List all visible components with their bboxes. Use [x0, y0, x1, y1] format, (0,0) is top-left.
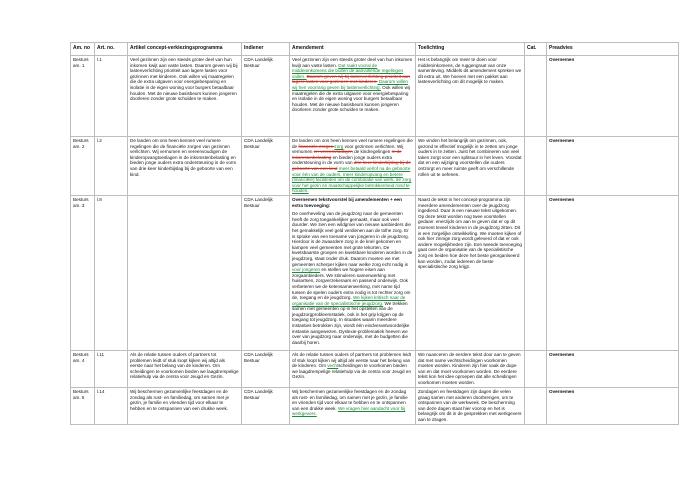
cell-toelichting: Het is belangrijk om meer te doen voor middeninkomens, de ruggengraat van onze samenleving. Middels dit amendement spreken we dit extra uit. We hoeven niet een pakket aan lastenverlichting om dit mogelijk te maken.: [416, 56, 525, 137]
amendment-table-page: [70, 42, 678, 425]
cell-cat: [525, 388, 547, 425]
cell-am-no: Besturs am. 1: [71, 56, 95, 137]
amendment-table: [70, 42, 679, 425]
inserted-text: Daarom willen wij hen voorrang geven bij lastenverlichting.: [292, 79, 408, 90]
col-header-indiener: Indiener: [242, 43, 290, 56]
cell-toelichting: We nuanceren de eerdere tekst door aan te geven dat met name vechtscheidingen voorkomen moeten worden. Kinderen zijn hier vaak de dupe van en dat moet voorkomen worden. De eerdere tekst kon het idee oproepen dat alle scheidingen voorkomen moeten worden.: [416, 351, 525, 388]
cell-am-no: Besturs am. 3: [71, 196, 95, 351]
deleted-text: Daarom geven wij bij lastenverlichting prioriteit aan lagere lasten voor gezinnen met kinderen.: [292, 73, 410, 85]
cell-indiener: CDA Landelijk Bestuur: [242, 137, 290, 196]
cell-preadvies: Overnemen: [547, 351, 679, 388]
cell-art-no: l.14: [95, 388, 128, 425]
amendment-text: De overheveling van de jeugdzorg naar de gemeenten heeft de zorg toegankelijker gemaakt, maar ook veel duurder. We zien een wildgroei van nieuwe aanbieders die het gemakkelijk veel geld verdienen aan de tolhe zorg. Er is sprake van een toename van jongeren in de jeugdzorg. Hierdoor is de zwaardere zorg in de knel gekomen en kampen veel gemeenten met grote tekorten. De kwetsbaarste groepen en kwetsbare kinderen worden in de jeugdzorg, staat onder druk. Daarom moeten we met gemeenten scherper kijken naar welke zorg echt nodig is: [292, 211, 413, 267]
amendment-text: Veel gezinnen zijn een steeds groter deel van hun inkomen kwijt aan vaste lasten.: [292, 57, 413, 68]
inserted-text: meer betaald verlof na de geboorte voor één van de ouders, meer kinderopvang en betere (financiële) faciliteiten om de combinatie van werk, de zorg voor het gezin en maatschappelijke betrokkenheid rond te houden.: [292, 165, 412, 194]
deleted-text: in de inkomstenbelasting: [292, 149, 402, 160]
cell-artikel: Wij beschermen gezamenlijke feestdagen en de zondag als rust- en familiedag, om samen met je gezin, je familie en vrienden tijd voor elkaar te hebben en te ontspannen van een drukke week.: [128, 388, 242, 425]
cell-art-no: l.8: [95, 196, 128, 351]
col-header-toelichting: Toelichting: [416, 43, 525, 56]
table-row: [71, 351, 679, 388]
col-header-art-no: Art. no.: [95, 43, 128, 56]
col-header-cat: Cat.: [525, 43, 547, 56]
cell-artikel: Veel gezinnen zijn een steeds groter deel van hun inkomen kwijt aan vaste lasten. Daarom geven wij bij lastenverlichting prioriteit aan lagere lasten voor gezinnen met kinderen. Ook willen wij maatregelen die de extra uitgaven voor energiebesparing en isolatie in de eigen woning voor burgers betaalbaar houden. Met de nieuwe basisbeurs kunnen jongeren doorleren zonder grote schulden te maken.: [128, 56, 242, 137]
cell-amendement: [290, 196, 416, 351]
cell-amendement: [290, 56, 416, 137]
cell-preadvies: Overnemen: [547, 196, 679, 351]
inserted-text: Dat raakt vooral de middeninkomens die buiten de aanvullende regelingen vallen.: [292, 62, 404, 79]
cell-artikel: De landen om ons heen kennen veel rumere regelingen die de financiële zorgen van gezinnen verlichten. Wij vernumen en vereenvoudigen de kinderopvangtoeslagen in de inkomstenbelasting en bieden jonge ouders extra ondersteuning in de vorm van drie keer kinderbijslag bij de geboorte van een kind.: [128, 137, 242, 196]
cell-preadvies: Overnemen: [547, 56, 679, 137]
amendment-text: en bieden jonge ouders extra ondersteuning in de vorm van: [292, 154, 393, 166]
amendment-text: We trekken samen met gemeenten op in het opstellen van de jeugdzorgprobleemstatiek, ook in het grip krijgen op de toegang tot jeugdzorg. In situaties waarin meerdere instanties betrokken zijn, wordt één eindverantwoordelijke instantie aangewezen. Dyslexie-problematiek heeven we over van jeugdzorg naar onderwijs, met de budgetten die daarbij horen.: [292, 300, 410, 345]
amendment-text: scheidingen te voorkomen bieden we laagdrempelige relatiehulp via de centra voor Jeugd en Gezin.: [292, 363, 412, 380]
inserted-text: We kijken kritisch naar de organisatie van de specialistische jeugdzorg.: [292, 295, 406, 306]
cell-indiener: CDA Landelijk Bestuur: [242, 56, 290, 137]
cell-preadvies: Overnemen: [547, 137, 679, 196]
cell-cat: [525, 137, 547, 196]
amendment-text: De landen om ons heen kennen veel rumere regelingen die de: [292, 138, 413, 149]
table-row: [71, 196, 679, 351]
cell-amendement: [290, 351, 416, 388]
amendment-text: voor gezinnen verlichten. Wij vernumen: [292, 143, 404, 155]
inserted-text: zorg: [334, 143, 344, 149]
amendment-text: de kindregelingen: [352, 149, 392, 155]
cell-am-no: Besturs am. 4: [71, 351, 95, 388]
cell-indiener: CDA Landelijk Bestuur: [242, 388, 290, 425]
amendement-title: Overnemen tekstvoorstel bij amendementen + een extra toevoeging:: [292, 197, 402, 208]
amendment-text: en stellen we hogere eisen aan zorgaanbieders. We stimuleren samenwerking met huisartsen, zorgverzekeraars en passend onderwijs. Ook verbeteren we de ketensamenwerking, met name tijd tussen de spelen ouders extra nodig is tot rechter zorg om de, toegang en de jeugdzorg.: [292, 267, 411, 301]
cell-cat: [525, 351, 547, 388]
inserted-text: We vragen hier aandacht voor bij werkgevers.: [292, 405, 406, 417]
col-header-artikel: Artikel concept-verkiezingsprogramma: [128, 43, 242, 56]
cell-toelichting: We vinden het belangrijk om gezinnen, ook, gezond te effectief mogelijk in te zetten om jonge ouders in te zetten. Juist het combineren van veel taken zorgt voor een splitsuur in het leven. Voordat dat en een wijziging voorstellen die ouders ontzorgt en meer ruimte geeft om verschillende rollen uit te oefenen.: [416, 137, 525, 196]
inserted-text: voor jongeren: [292, 267, 321, 273]
cell-am-no: Besturs am. 2: [71, 137, 95, 196]
cell-cat: [525, 196, 547, 351]
cell-indiener: CDA Landelijk Bestuur: [242, 196, 290, 351]
table-header-row: [71, 43, 679, 56]
deleted-text: financiële zorgen: [298, 143, 335, 149]
table-row: [71, 137, 679, 196]
cell-cat: [525, 56, 547, 137]
cell-art-no: l.1: [95, 56, 128, 137]
cell-artikel: Als de relatie tussen ouders of partners tot problemen leidt of stuk loopt kijken wij altijd als eerste naar het belang van de kinderen. Om scheidingen te voorkomen bieden we laagdrempelige relatiehulp via de centra voor Jeugd en Gezin.: [128, 351, 242, 388]
table-row: [71, 56, 679, 137]
deleted-text: en vereenvoudigen: [313, 149, 353, 155]
amendement-paragraph: [292, 211, 413, 345]
amendment-text: Wij beschermen gezamenlijke feestdagen en de zondag als rust- en familiedag, om samen met je gezin, je familie en vrienden tijd voor elkaar te hebben en te ontspannen van een drukke week.: [292, 389, 408, 411]
cell-preadvies: Overnemen: [547, 388, 679, 425]
cell-art-no: l.11: [95, 351, 128, 388]
table-row: [71, 388, 679, 425]
amendment-text: Als de relatie tussen ouders of partners tot problemen leidt of stuk loopt kijken wij altijd als eerste naar het belang van de kinderen. Om: [292, 352, 411, 369]
col-header-preadvies: Preadvies: [547, 43, 679, 56]
cell-amendement: [290, 137, 416, 196]
amendment-text: Ook willen wij maatregelen die de extra uitgaven voor energiebesparing en isolatie in de eigen woning voor burgers betaalbaar houden. Met de nieuwe basisbeurs kunnen jongeren doorleren zonder grote schulden te maken.: [292, 84, 410, 113]
cell-artikel: [128, 196, 242, 351]
cell-toelichting: Zondagen en feestdagen zijn dagen die velen graag samen met anderen doorbrengen, om te ontspannen van de werkweek. De bescherming van deze dagen staat hier voorop en het is belangrijk om dit in de gesprekken met werkgevers aan te dragen.: [416, 388, 525, 425]
deleted-text: drie keer kinderbijslag bij de geboorte van een kind: [292, 160, 411, 171]
cell-amendement: [290, 388, 416, 425]
table-body: [71, 56, 679, 425]
cell-indiener: CDA Landelijk Bestuur: [242, 351, 290, 388]
col-header-amendement: Amendement: [290, 43, 416, 56]
cell-am-no: Besturs am. 5: [71, 388, 95, 425]
col-header-am-no: Am. no: [71, 43, 95, 56]
cell-toelichting: Naast de tekst in het concept-programma zijn meerdere amendementen over de jeugdzorg ingediend. Daar is een nieuwe tekst uitgekomen. Op deze tekst worden nog twee voorstellen gedaan: enerzijds om aan te geven dat er op dit moment teveel kinderen in de jeugdzorg zitten. Dit is een zorgelijke ontwikkeling. We moeten kijken of ook hier zinnige zorg wordt geleverd of dat er ook andere mogelijkheden zijn. Een tweede toevoeging gaat over de organisatie van de specialistische zorg en beiden hoe deze het beste georganiseerd kan worden, zodat iedereen de beste specialistische zorg krijgt.: [416, 196, 525, 351]
cell-art-no: l.2: [95, 137, 128, 196]
inserted-text: vecht: [327, 363, 339, 369]
